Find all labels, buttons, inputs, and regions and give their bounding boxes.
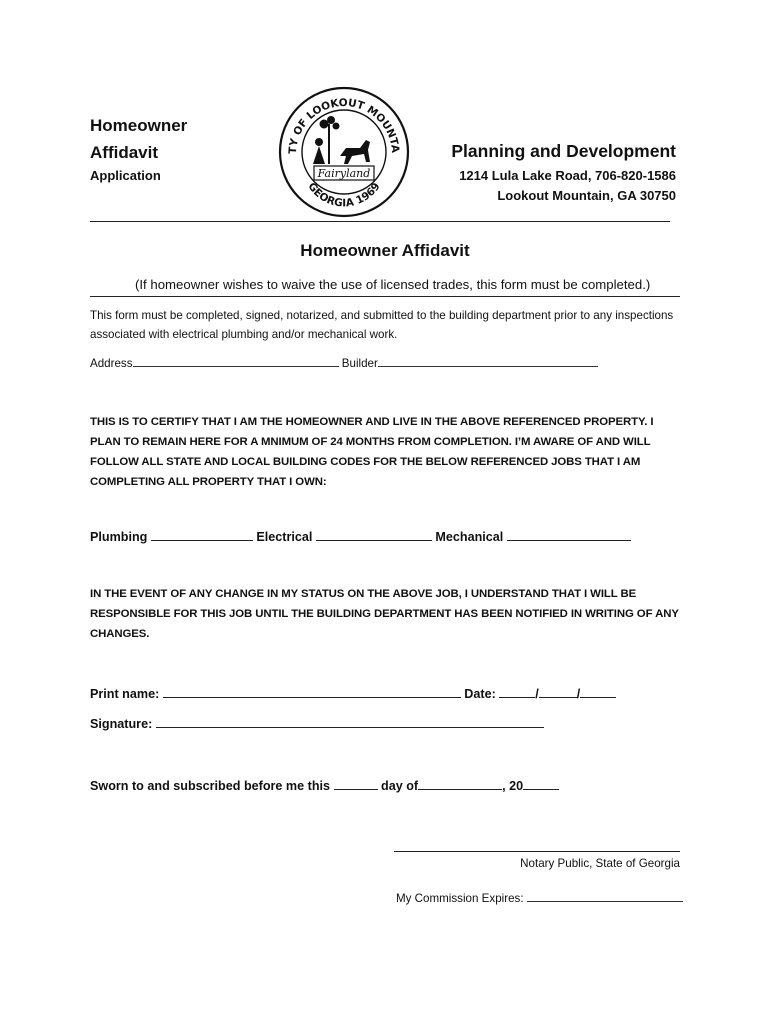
sworn-prefix: Sworn to and subscribed before me this [90, 779, 331, 793]
department-name: Planning and Development [451, 141, 676, 161]
print-name-label: Print name: [90, 687, 160, 701]
notary-label: Notary Public, State of Georgia [520, 857, 680, 870]
doc-title-line2: Affidavit [90, 143, 158, 162]
sworn-month-field[interactable] [418, 776, 502, 790]
sworn-day-label: day of [381, 779, 419, 793]
form-heading: Homeowner Affidavit [300, 241, 470, 260]
notary-signature-line[interactable] [394, 851, 680, 852]
intro-paragraph: This form must be completed, signed, notarized, and submitted to the building department prior to any inspections associated with electrical plumbing and/or mechanical work. [90, 309, 674, 341]
certification-paragraph: THIS IS TO CERTIFY THAT I AM THE HOMEOWNER AND LIVE IN THE ABOVE REFERENCED PROPERTY. I PLAN TO REMAIN HERE FOR A MNIMUM OF 24 MONTHS FROM COMPLETION. I’M AWARE OF AND WILL FOLLOW ALL STATE AND LOCAL BUILDING CODES FOR THE BELOW REFERENCED JOBS THAT I AM COMPLETING ALL PROPERTY THAT I OWN: [90, 416, 654, 488]
signature-row [90, 714, 544, 731]
commission-row [396, 890, 683, 905]
sworn-day-field[interactable] [334, 776, 378, 790]
plumbing-field[interactable] [151, 527, 253, 541]
dog-icon [340, 140, 370, 164]
commission-field[interactable] [527, 890, 683, 902]
seal-ring-top: TY OF LOOKOUT MOUNTA [286, 96, 402, 155]
department-address-line1: 1214 Lula Lake Road, 706-820-1586 [459, 168, 676, 183]
commission-label: My Commission Expires: [396, 892, 524, 905]
tree-icon [320, 117, 339, 165]
sworn-row [90, 776, 559, 793]
mechanical-label: Mechanical [435, 530, 504, 544]
builder-label: Builder [341, 357, 378, 370]
mechanical-field[interactable] [507, 527, 631, 541]
address-label: Address [90, 357, 133, 370]
electrical-label: Electrical [256, 530, 313, 544]
seal-ring-bottom: GEORGIA 1969 [305, 180, 383, 210]
sworn-year-field[interactable] [523, 776, 559, 790]
builder-field[interactable] [378, 355, 598, 367]
seal-banner-text: Fairyland [317, 167, 371, 180]
address-builder-row [90, 354, 690, 373]
date-month-field[interactable] [499, 684, 535, 698]
address-field[interactable] [133, 355, 339, 367]
plumbing-label: Plumbing [90, 530, 148, 544]
city-seal [274, 74, 414, 222]
sworn-year-label: , 20 [502, 779, 524, 793]
header-divider [90, 221, 670, 222]
date-label: Date: [464, 687, 496, 701]
electrical-field[interactable] [316, 527, 432, 541]
print-name-field[interactable] [163, 684, 461, 698]
trades-row [90, 527, 631, 544]
waiver-note: (If homeowner wishes to waive the use of licensed trades, this form must be completed.) [135, 277, 651, 292]
date-year-field[interactable] [580, 684, 616, 698]
doc-title-line1: Homeowner [90, 116, 188, 135]
signature-label: Signature: [90, 717, 153, 731]
date-day-field[interactable] [539, 684, 577, 698]
signature-field[interactable] [156, 714, 544, 728]
print-name-row: Print name: Date: / / [90, 684, 616, 701]
doc-subtitle: Application [90, 168, 161, 183]
girl-figure-icon [313, 138, 325, 164]
department-address-line2: Lookout Mountain, GA 30750 [497, 188, 676, 203]
change-paragraph: IN THE EVENT OF ANY CHANGE IN MY STATUS ON THE ABOVE JOB, I UNDERSTAND THAT I WILL BE RESPONSIBLE FOR THIS JOB UNTIL THE BUILDING DEPARTMENT HAS BEEN NOTIFIED IN WRITING OF ANY CHANGES. [90, 588, 679, 640]
svg-text:GEORGIA 1969 [305, 181, 382, 210]
note-divider [90, 296, 680, 297]
